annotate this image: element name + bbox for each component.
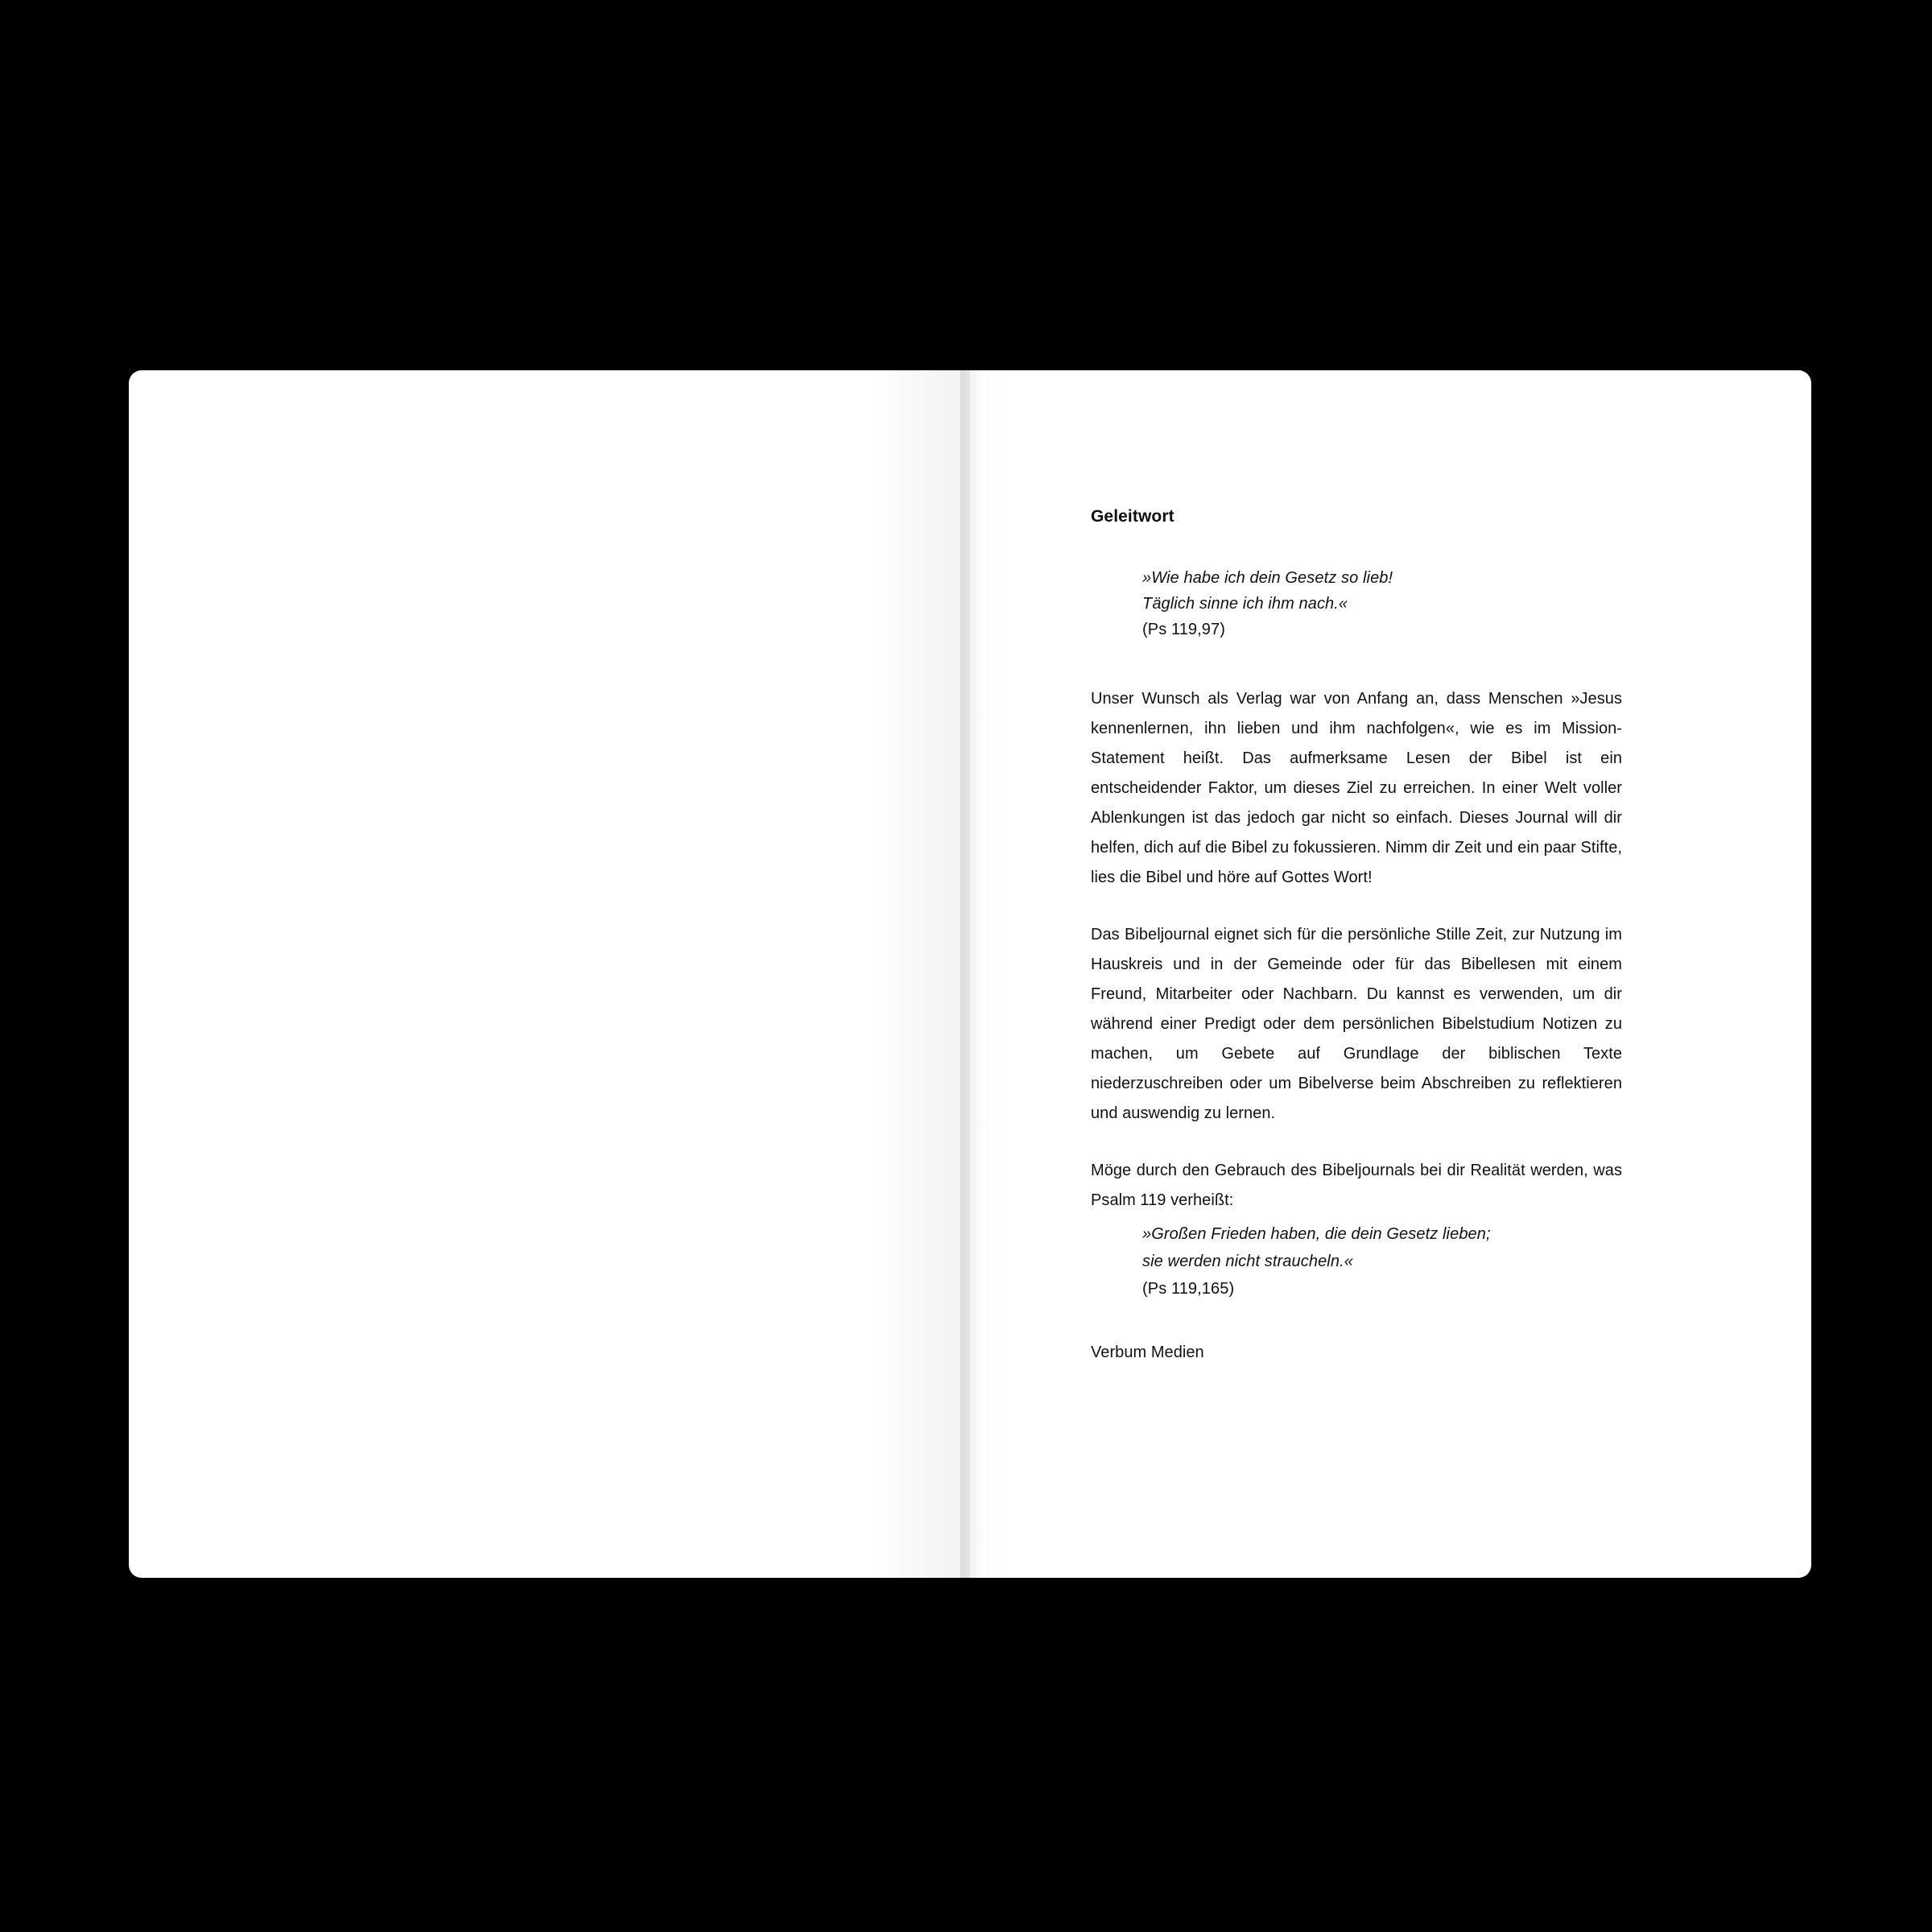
page-left — [129, 370, 970, 1578]
page-right — [970, 370, 1811, 1578]
closing-verse-line-1: »Großen Frieden haben, die dein Gesetz lieben; — [1142, 1225, 1491, 1243]
page-title: Geleitwort — [1091, 507, 1174, 526]
closing-verse-reference: (Ps 119,165) — [1142, 1280, 1235, 1298]
book-spread — [129, 370, 1811, 1578]
opening-verse-block — [1091, 565, 1622, 642]
opening-verse-line-2: Täglich sinne ich ihm nach.« — [1142, 595, 1348, 613]
closing-verse-block — [1091, 1220, 1622, 1302]
closing-intro-paragraph: Möge durch den Gebrauch des Bibeljournals bei dir Realität werden, was Psalm 119 verheißt: — [1091, 1162, 1622, 1209]
right-page-content — [1091, 507, 1622, 1365]
opening-verse-line-1: »Wie habe ich dein Gesetz so lieb! — [1142, 569, 1393, 587]
body-paragraph-1: Unser Wunsch als Verlag war von Anfang an, dass Menschen »Jesus kennenlernen, ihn lieben und ihm nachfolgen«, wie es im Mission-Statement heißt. Das aufmerksame Lesen der Bibel ist ein entscheidender Faktor, um dieses Ziel zu erreichen. In einer Welt voller Ablenkungen ist das jedoch gar nicht so einfach. Dieses Journal will dir helfen, dich auf die Bibel zu fokussieren. Nimm dir Zeit und ein paar Stifte, lies die Bibel und höre auf Gottes Wort! — [1091, 690, 1622, 886]
body-paragraph-2: Das Bibeljournal eignet sich für die persönliche Stille Zeit, zur Nutzung im Hauskreis und in der Gemeinde oder für das Bibellesen mit einem Freund, Mitarbeiter oder Nachbarn. Du kannst es verwenden, um dir während einer Predigt oder dem persönlichen Bibelstudium Notizen zu machen, um Gebete auf Grundlage der biblischen Texte niederzuschreiben oder um Bibelverse beim Abschreiben zu reflektieren und auswendig zu lernen. — [1091, 926, 1622, 1122]
closing-verse-line-2: sie werden nicht straucheln.« — [1142, 1253, 1353, 1270]
publisher-signature: Verbum Medien — [1091, 1344, 1204, 1361]
opening-verse-reference: (Ps 119,97) — [1142, 621, 1226, 638]
